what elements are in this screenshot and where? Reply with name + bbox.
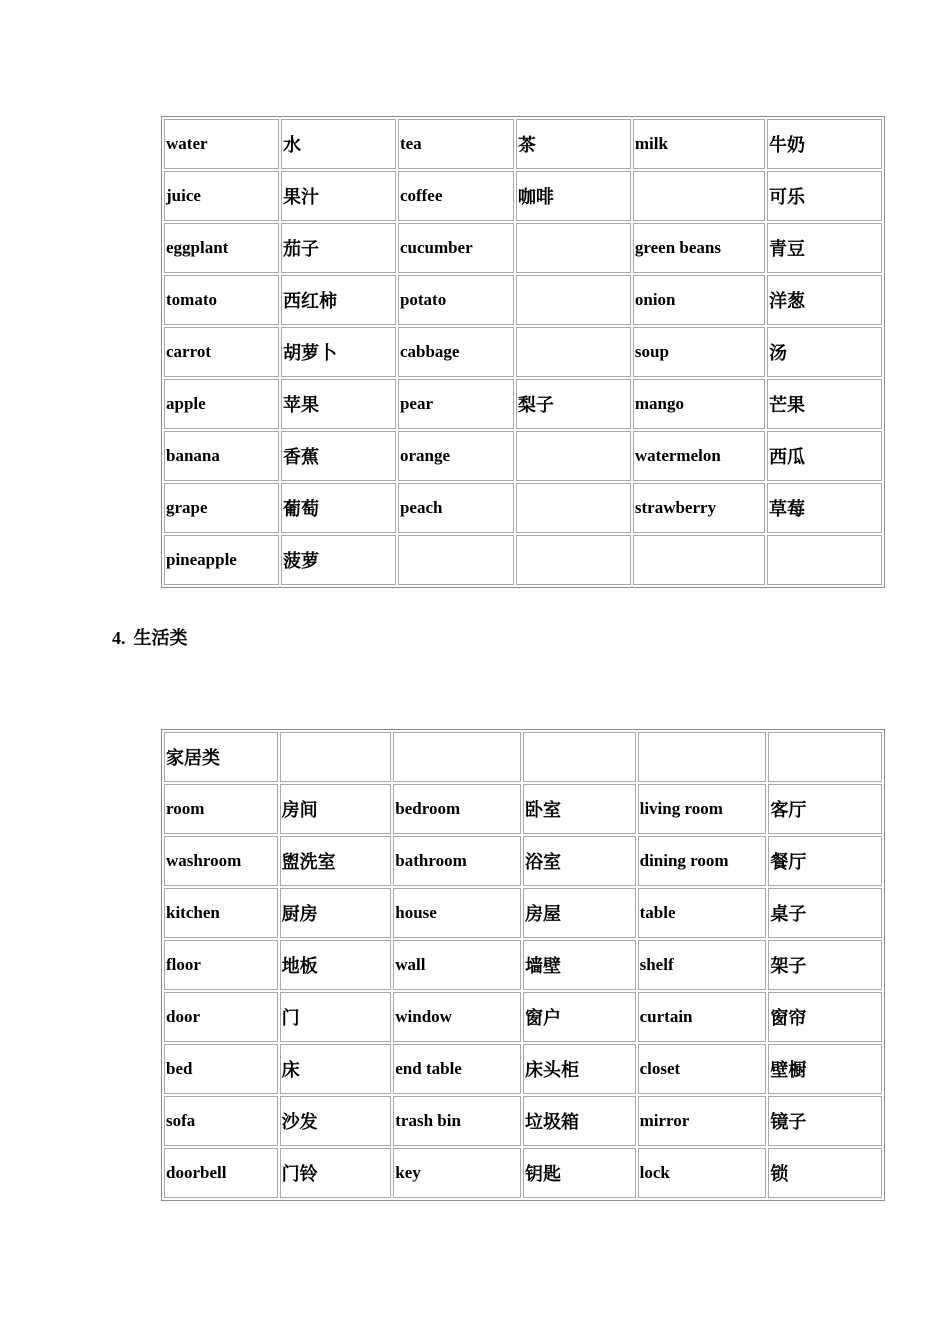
header-cell [280, 732, 392, 782]
chinese-word-cell: 胡萝卜 [281, 327, 396, 377]
chinese-word-cell: 钥匙 [523, 1148, 636, 1198]
chinese-word-cell: 青豆 [767, 223, 882, 273]
english-word-cell: bed [164, 1044, 278, 1094]
english-word-cell: tomato [164, 275, 279, 325]
english-word-cell: banana [164, 431, 279, 481]
chinese-word-cell: 门 [280, 992, 392, 1042]
header-cell [523, 732, 636, 782]
table-row [164, 888, 882, 938]
chinese-word-cell [516, 275, 631, 325]
english-word-cell: cabbage [398, 327, 514, 377]
english-word-cell: dining room [638, 836, 767, 886]
chinese-word-cell: 地板 [280, 940, 392, 990]
chinese-word-cell: 沙发 [280, 1096, 392, 1146]
english-word-cell: coffee [398, 171, 514, 221]
table-row [164, 992, 882, 1042]
chinese-word-cell: 盥洗室 [280, 836, 392, 886]
english-word-cell: cucumber [398, 223, 514, 273]
chinese-word-cell [767, 535, 882, 585]
chinese-word-cell [516, 327, 631, 377]
section-heading [112, 624, 188, 650]
table-row [164, 431, 882, 481]
chinese-word-cell: 果汁 [281, 171, 396, 221]
chinese-word-cell: 床头柜 [523, 1044, 636, 1094]
table-row [164, 784, 882, 834]
english-word-cell: curtain [638, 992, 767, 1042]
chinese-word-cell [516, 223, 631, 273]
chinese-word-cell: 汤 [767, 327, 882, 377]
english-word-cell: bathroom [393, 836, 521, 886]
chinese-word-cell: 咖啡 [516, 171, 631, 221]
english-word-cell: potato [398, 275, 514, 325]
chinese-word-cell [516, 431, 631, 481]
section-number: 4. [112, 628, 126, 648]
table-row [164, 1096, 882, 1146]
chinese-word-cell: 葡萄 [281, 483, 396, 533]
table-row [164, 379, 882, 429]
chinese-word-cell: 水 [281, 119, 396, 169]
table-row [164, 223, 882, 273]
english-word-cell: wall [393, 940, 521, 990]
header-cell [393, 732, 521, 782]
english-word-cell: peach [398, 483, 514, 533]
english-word-cell: kitchen [164, 888, 278, 938]
table-row [164, 275, 882, 325]
english-word-cell: table [638, 888, 767, 938]
english-word-cell: lock [638, 1148, 767, 1198]
chinese-word-cell: 可乐 [767, 171, 882, 221]
english-word-cell: juice [164, 171, 279, 221]
english-word-cell: onion [633, 275, 765, 325]
english-word-cell: orange [398, 431, 514, 481]
english-word-cell [398, 535, 514, 585]
english-word-cell: washroom [164, 836, 278, 886]
chinese-word-cell: 锁 [768, 1148, 882, 1198]
table-row [164, 1044, 882, 1094]
food-vocabulary-table [161, 116, 885, 588]
table-row [164, 1148, 882, 1198]
section-title: 生活类 [133, 628, 188, 649]
home-vocabulary-table [161, 729, 885, 1201]
chinese-word-cell: 菠萝 [281, 535, 396, 585]
chinese-word-cell: 壁橱 [768, 1044, 882, 1094]
english-word-cell: mango [633, 379, 765, 429]
chinese-word-cell: 牛奶 [767, 119, 882, 169]
category-header-cell: 家居类 [164, 732, 278, 782]
chinese-word-cell: 草莓 [767, 483, 882, 533]
english-word-cell: water [164, 119, 279, 169]
english-word-cell: eggplant [164, 223, 279, 273]
english-word-cell: strawberry [633, 483, 765, 533]
english-word-cell: shelf [638, 940, 767, 990]
english-word-cell: grape [164, 483, 279, 533]
table-row [164, 327, 882, 377]
chinese-word-cell: 卧室 [523, 784, 636, 834]
english-word-cell: living room [638, 784, 767, 834]
header-cell [638, 732, 767, 782]
english-word-cell: doorbell [164, 1148, 278, 1198]
chinese-word-cell: 墙壁 [523, 940, 636, 990]
chinese-word-cell: 镜子 [768, 1096, 882, 1146]
english-word-cell: trash bin [393, 1096, 521, 1146]
chinese-word-cell: 房间 [280, 784, 392, 834]
english-word-cell: door [164, 992, 278, 1042]
chinese-word-cell: 厨房 [280, 888, 392, 938]
chinese-word-cell [516, 483, 631, 533]
table-row [164, 483, 882, 533]
table-header-row [164, 732, 882, 782]
chinese-word-cell: 苹果 [281, 379, 396, 429]
table-row [164, 119, 882, 169]
food-table-body [164, 119, 882, 585]
chinese-word-cell: 桌子 [768, 888, 882, 938]
english-word-cell [633, 535, 765, 585]
home-table-body [164, 732, 882, 1198]
chinese-word-cell: 垃圾箱 [523, 1096, 636, 1146]
chinese-word-cell: 窗帘 [768, 992, 882, 1042]
english-word-cell: pineapple [164, 535, 279, 585]
english-word-cell: milk [633, 119, 765, 169]
table-row [164, 940, 882, 990]
chinese-word-cell: 窗户 [523, 992, 636, 1042]
english-word-cell: tea [398, 119, 514, 169]
english-word-cell: pear [398, 379, 514, 429]
chinese-word-cell: 餐厅 [768, 836, 882, 886]
chinese-word-cell: 梨子 [516, 379, 631, 429]
english-word-cell: watermelon [633, 431, 765, 481]
chinese-word-cell: 架子 [768, 940, 882, 990]
english-word-cell: sofa [164, 1096, 278, 1146]
english-word-cell [633, 171, 765, 221]
english-word-cell: end table [393, 1044, 521, 1094]
english-word-cell: soup [633, 327, 765, 377]
chinese-word-cell: 西瓜 [767, 431, 882, 481]
chinese-word-cell: 茄子 [281, 223, 396, 273]
table-row [164, 535, 882, 585]
english-word-cell: carrot [164, 327, 279, 377]
english-word-cell: floor [164, 940, 278, 990]
chinese-word-cell [516, 535, 631, 585]
chinese-word-cell: 芒果 [767, 379, 882, 429]
english-word-cell: window [393, 992, 521, 1042]
chinese-word-cell: 茶 [516, 119, 631, 169]
table-row [164, 171, 882, 221]
chinese-word-cell: 门铃 [280, 1148, 392, 1198]
table-row [164, 836, 882, 886]
english-word-cell: apple [164, 379, 279, 429]
chinese-word-cell: 洋葱 [767, 275, 882, 325]
chinese-word-cell: 香蕉 [281, 431, 396, 481]
chinese-word-cell: 客厅 [768, 784, 882, 834]
english-word-cell: house [393, 888, 521, 938]
english-word-cell: room [164, 784, 278, 834]
english-word-cell: closet [638, 1044, 767, 1094]
chinese-word-cell: 床 [280, 1044, 392, 1094]
chinese-word-cell: 浴室 [523, 836, 636, 886]
english-word-cell: key [393, 1148, 521, 1198]
english-word-cell: green beans [633, 223, 765, 273]
english-word-cell: mirror [638, 1096, 767, 1146]
header-cell [768, 732, 882, 782]
chinese-word-cell: 西红柿 [281, 275, 396, 325]
english-word-cell: bedroom [393, 784, 521, 834]
chinese-word-cell: 房屋 [523, 888, 636, 938]
